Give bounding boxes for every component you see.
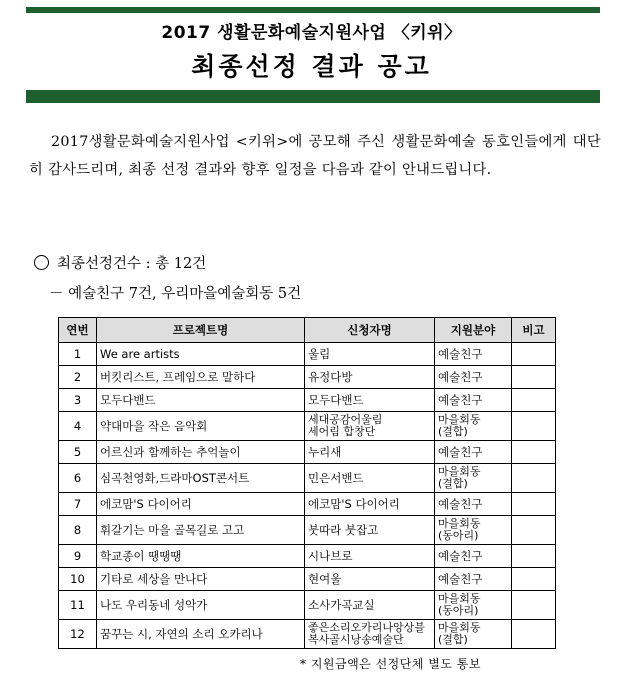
table-row [59,545,556,568]
cell-note [512,441,556,464]
field-line: 예술친구 [438,445,483,459]
applicant-line: 울림 [308,347,331,361]
table-row [59,591,556,620]
field-line: 예술친구 [438,370,483,384]
cell-note [512,464,556,493]
table-row [59,389,556,412]
applicant-line: 누리새 [308,445,342,459]
cell-applicant [305,343,435,366]
applicant-line: 붓따라 붓잡고 [308,523,379,537]
cell-note [512,366,556,389]
table-row [59,620,556,649]
table-header-row [59,318,556,343]
field-line: (결합) [438,633,468,646]
cell-applicant [305,441,435,464]
cell-no: 12 [59,620,97,649]
bottom-accent-bar [26,90,600,103]
applicant-line: 유정다방 [308,370,353,384]
field-line: 예술친구 [438,347,483,361]
table-row [59,464,556,493]
cell-field [435,389,512,412]
cell-applicant [305,366,435,389]
cell-project: 나도 우리동네 성악가 [97,591,305,620]
cell-field [435,343,512,366]
applicant-line: 복사골시낭송예술단 [308,633,404,646]
cell-no: 1 [59,343,97,366]
footnote: * 지원금액은 선정단체 별도 통보 [300,657,481,671]
cell-no: 9 [59,545,97,568]
field-line: (결합) [438,477,468,490]
cell-note [512,591,556,620]
table-body [59,343,556,649]
cell-note [512,493,556,516]
table-row [59,568,556,591]
cell-project: 버킷리스트, 프레임으로 말하다 [97,366,305,389]
col-header-no: 연번 [59,318,97,343]
cell-project: 기타로 세상을 만나다 [97,568,305,591]
cell-applicant [305,464,435,493]
cell-project: 학교종이 땡땡땡 [97,545,305,568]
results-table [58,317,556,649]
cell-no: 3 [59,389,97,412]
field-line: 예술친구 [438,549,483,563]
cell-no: 11 [59,591,97,620]
cell-no: 10 [59,568,97,591]
applicant-line: 좋은소리오카리나앙상블 [308,621,425,634]
cell-note [512,568,556,591]
cell-project: 모두다밴드 [97,389,305,412]
cell-field [435,545,512,568]
cell-no: 5 [59,441,97,464]
page-subtitle: 2017 생활문화예술지원사업 〈키위〉 [161,23,462,43]
cell-note [512,545,556,568]
cell-applicant [305,591,435,620]
col-header-field: 지원분야 [435,318,512,343]
cell-field [435,516,512,545]
table-row [59,366,556,389]
selection-count [34,252,206,273]
cell-note [512,343,556,366]
cell-applicant [305,568,435,591]
field-line: 마을회동 [438,621,481,634]
col-header-applicant: 신청자명 [305,318,435,343]
table-row [59,343,556,366]
field-line: (결합) [438,425,468,438]
cell-no: 2 [59,366,97,389]
cell-field [435,441,512,464]
circle-bullet-icon [34,255,49,270]
field-line: (동아리) [438,529,479,542]
cell-applicant [305,545,435,568]
cell-no: 4 [59,412,97,441]
cell-no: 8 [59,516,97,545]
applicant-line: 세어림 합창단 [308,425,376,438]
field-line: 예술친구 [438,497,483,511]
cell-project: 약대마을 작은 음악회 [97,412,305,441]
applicant-line: 세대공감어울림 [308,413,383,426]
applicant-line: 민은서밴드 [308,471,364,485]
cell-project: 어르신과 함께하는 추억놀이 [97,441,305,464]
field-line: 예술친구 [438,393,483,407]
cell-project: We are artists [97,343,305,366]
cell-applicant [305,412,435,441]
cell-field [435,620,512,649]
cell-project: 꿈꾸는 시, 자연의 소리 오카리나 [97,620,305,649]
cell-no: 7 [59,493,97,516]
cell-no: 6 [59,464,97,493]
table-row [59,516,556,545]
col-header-project: 프로젝트명 [97,318,305,343]
field-line: 예술친구 [438,572,483,586]
applicant-line: 현여울 [308,572,342,586]
cell-applicant [305,389,435,412]
field-line: (동아리) [438,604,479,617]
table-row [59,412,556,441]
applicant-line: 시나브로 [308,549,353,563]
cell-project: 심곡천영화,드라마OST콘서트 [97,464,305,493]
selection-breakdown: － 예술친구 7건, 우리마을예술회동 5건 [49,286,302,302]
table-row [59,441,556,464]
applicant-line: 에코맘'S 다이어리 [308,497,400,511]
cell-applicant [305,620,435,649]
table-row [59,493,556,516]
cell-field [435,412,512,441]
cell-applicant [305,493,435,516]
cell-field [435,464,512,493]
cell-field [435,591,512,620]
applicant-line: 소사가곡교실 [308,598,375,612]
cell-note [512,620,556,649]
page-title: 최종선정 결과 공고 [191,52,432,81]
cell-field [435,568,512,591]
cell-note [512,389,556,412]
applicant-line: 모두다밴드 [308,393,364,407]
col-header-note: 비고 [512,318,556,343]
top-accent-bar [26,7,600,13]
selection-count-text: 최종선정건수 : 총 12건 [57,256,207,272]
field-line: 마을회동 [438,413,481,426]
cell-applicant [305,516,435,545]
field-line: 마을회동 [438,517,481,530]
field-line: 마을회동 [438,592,481,605]
cell-note [512,516,556,545]
cell-project: 휘갈기는 마을 골목길로 고고 [97,516,305,545]
cell-note [512,412,556,441]
cell-field [435,493,512,516]
cell-field [435,366,512,389]
intro-paragraph: 2017생활문화예술지원사업 <키위>에 공모해 주신 생활문화예술 동호인들에게 대단히 감사드리며, 최종 선정 결과와 향후 일정을 다음과 같이 안내드립니다. [29,134,601,178]
cell-project: 에코맘'S 다이어리 [97,493,305,516]
field-line: 마을회동 [438,465,481,478]
